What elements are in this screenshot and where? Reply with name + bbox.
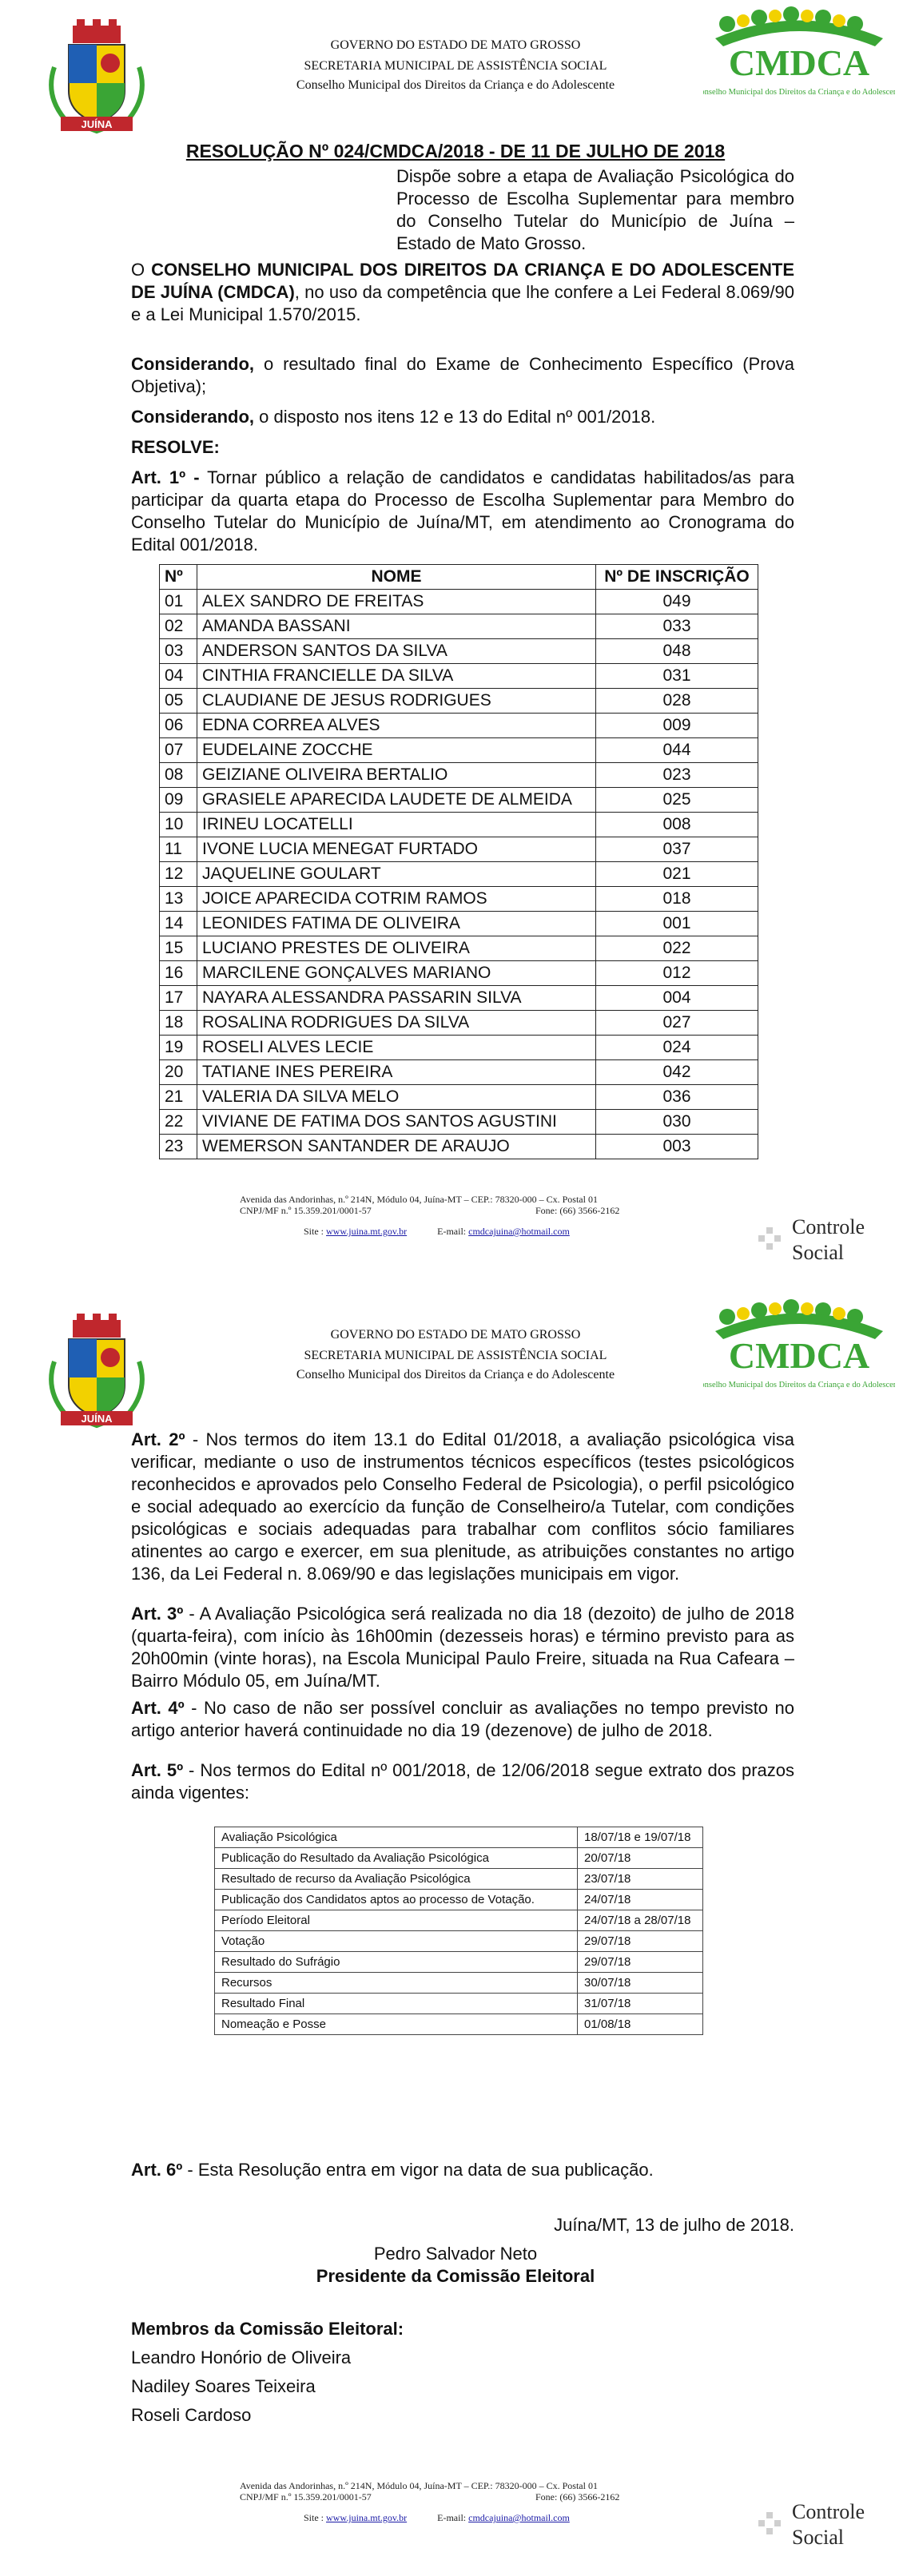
signer-name: Pedro Salvador Neto (373, 2244, 538, 2264)
schedule-row (215, 1952, 703, 1973)
candidate-number: 14 (160, 912, 197, 936)
member-3: Roseli Cardoso (131, 2405, 252, 2425)
table-row (160, 1135, 758, 1159)
candidate-registration: 037 (596, 837, 758, 862)
candidate-registration: 022 (596, 936, 758, 961)
candidate-name: VALERIA DA SILVA MELO (197, 1085, 596, 1110)
candidate-registration: 028 (596, 689, 758, 714)
candidate-registration: 025 (596, 788, 758, 813)
table-row (160, 1060, 758, 1085)
header-name: NOME (197, 565, 596, 590)
candidate-number: 19 (160, 1036, 197, 1060)
footer-email-link[interactable]: cmdcajuina@hotmail.com (468, 2512, 570, 2523)
table-row (160, 961, 758, 986)
schedule-stage: Publicação do Resultado da Avaliação Psicológica (215, 1848, 578, 1869)
gov-title-line2: SECRETARIA MUNICIPAL DE ASSISTÊNCIA SOCIAL (304, 59, 607, 73)
candidate-registration: 001 (596, 912, 758, 936)
schedule-row (215, 1827, 703, 1848)
schedule-date: 31/07/18 (578, 1994, 703, 2014)
schedule-stage: Resultado de recurso da Avaliação Psicológica (215, 1869, 578, 1890)
gov-title-line2: SECRETARIA MUNICIPAL DE ASSISTÊNCIA SOCIAL (304, 1349, 607, 1362)
footer-site-link[interactable]: www.juina.mt.gov.br (326, 1226, 408, 1237)
footer-address: Avenida das Andorinhas, n.º 214N, Módulo 04, Juína-MT – CEP.: 78320-000 – Cx. Postal 01 (240, 1194, 598, 1205)
signer-role: Presidente da Comissão Eleitoral (316, 2266, 595, 2286)
candidate-name: CLAUDIANE DE JESUS RODRIGUES (197, 689, 596, 714)
svg-text:JUÍNA: JUÍNA (81, 118, 113, 130)
candidate-number: 15 (160, 936, 197, 961)
municipal-crest-icon (37, 1314, 157, 1433)
considerando-2: Considerando, o disposto nos itens 12 e 13 do Edital nº 001/2018. (131, 407, 656, 427)
resolve-heading: RESOLVE: (131, 437, 220, 457)
table-row (160, 887, 758, 912)
svg-text:CMDCA: CMDCA (728, 42, 870, 83)
candidate-name: JOICE APARECIDA COTRIM RAMOS (197, 887, 596, 912)
gov-title-line1: GOVERNO DO ESTADO DE MATO GROSSO (330, 1328, 581, 1342)
candidate-number: 16 (160, 961, 197, 986)
svg-text:Conselho Municipal dos Direito: Conselho Municipal dos Direitos da Criança e do Adolescente (703, 88, 895, 97)
table-row (160, 788, 758, 813)
schedule-date: 29/07/18 (578, 1952, 703, 1973)
candidate-name: ROSELI ALVES LECIE (197, 1036, 596, 1060)
resolution-title: RESOLUÇÃO Nº 024/CMDCA/2018 - DE 11 DE JULHO DE 2018 (185, 141, 726, 161)
controle-social-icon (755, 2509, 787, 2541)
candidate-registration: 008 (596, 813, 758, 837)
member-2: Nadiley Soares Teixeira (131, 2376, 316, 2396)
candidate-name: LUCIANO PRESTES DE OLIVEIRA (197, 936, 596, 961)
svg-text:Conselho Municipal dos Direito: Conselho Municipal dos Direitos da Criança e do Adolescente (703, 1381, 895, 1389)
footer-cnpj: CNPJ/MF n.º 15.359.201/0001-57 (240, 1205, 372, 1216)
candidate-name: MARCILENE GONÇALVES MARIANO (197, 961, 596, 986)
candidate-name: GEIZIANE OLIVEIRA BERTALIO (197, 763, 596, 788)
candidate-number: 23 (160, 1135, 197, 1159)
candidate-name: GRASIELE APARECIDA LAUDETE DE ALMEIDA (197, 788, 596, 813)
footer-cnpj: CNPJ/MF n.º 15.359.201/0001-57 (240, 2491, 372, 2502)
candidate-name: AMANDA BASSANI (197, 614, 596, 639)
candidate-registration: 021 (596, 862, 758, 887)
candidate-name: WEMERSON SANTANDER DE ARAUJO (197, 1135, 596, 1159)
article-1: Art. 1º - Tornar público a relação de candidatos e candidatas habilitados/as para participar da quarta etapa do Processo de Escolha Suplementar para Membro do Conselho Tutelar do Município de Juína/MT, em atendimento ao Cronograma do Edital 001/2018. (131, 467, 794, 555)
candidate-name: ANDERSON SANTOS DA SILVA (197, 639, 596, 664)
schedule-row (215, 1931, 703, 1952)
candidate-name: VIVIANE DE FATIMA DOS SANTOS AGUSTINI (197, 1110, 596, 1135)
table-row (160, 664, 758, 689)
city-date: Juína/MT, 13 de julho de 2018. (554, 2215, 794, 2235)
candidate-number: 06 (160, 714, 197, 738)
table-row (160, 986, 758, 1011)
schedule-date: 23/07/18 (578, 1869, 703, 1890)
intro-paragraph: O CONSELHO MUNICIPAL DOS DIREITOS DA CRIANÇA E DO ADOLESCENTE DE JUÍNA (CMDCA), no uso da competência que lhe confere a Lei Federal 8.069/90 e a Lei Municipal 1.570/2015. (131, 260, 794, 324)
schedule-row (215, 1973, 703, 1994)
footer-address: Avenida das Andorinhas, n.º 214N, Módulo 04, Juína-MT – CEP.: 78320-000 – Cx. Postal 01 (240, 2480, 598, 2491)
table-row (160, 813, 758, 837)
schedule-date: 18/07/18 e 19/07/18 (578, 1827, 703, 1848)
controle-social-logo: Controle Social (755, 1213, 883, 1277)
candidate-registration: 030 (596, 1110, 758, 1135)
schedule-date: 20/07/18 (578, 1848, 703, 1869)
footer-site-row: Site : www.juina.mt.gov.br E-mail: cmdcajuina@hotmail.com (304, 2512, 570, 2523)
header-number: Nº (160, 565, 197, 590)
candidate-registration: 004 (596, 986, 758, 1011)
schedule-row (215, 1994, 703, 2014)
candidate-registration: 027 (596, 1011, 758, 1036)
table-row (160, 1110, 758, 1135)
candidate-number: 12 (160, 862, 197, 887)
schedule-stage: Votação (215, 1931, 578, 1952)
candidates-table (159, 564, 758, 1159)
article-3: Art. 3º - A Avaliação Psicológica será realizada no dia 18 (dezoito) de julho de 2018 (quarta-feira), com início às 16h00min (dezesseis horas) e término previsto para as 20h00min (vinte horas), na Escola Municipal Paulo Freire, situada na Rua Cafeara – Bairro Módulo 05, em Juína/MT. (131, 1604, 794, 1691)
table-row (160, 689, 758, 714)
schedule-date: 30/07/18 (578, 1973, 703, 1994)
candidate-number: 18 (160, 1011, 197, 1036)
schedule-row (215, 1848, 703, 1869)
schedule-row (215, 1890, 703, 1910)
schedule-table (214, 1827, 703, 2035)
candidate-registration: 048 (596, 639, 758, 664)
candidate-number: 09 (160, 788, 197, 813)
schedule-stage: Recursos (215, 1973, 578, 1994)
gov-title-line3: Conselho Municipal dos Direitos da Criança e do Adolescente (296, 1368, 615, 1381)
candidate-name: NAYARA ALESSANDRA PASSARIN SILVA (197, 986, 596, 1011)
article-4: Art. 4º - No caso de não ser possível concluir as avaliações no tempo previsto no artigo anterior haverá continuidade no dia 19 (dezenove) de julho de 2018. (131, 1698, 794, 1740)
candidate-registration: 042 (596, 1060, 758, 1085)
candidate-name: IRINEU LOCATELLI (197, 813, 596, 837)
candidate-name: LEONIDES FATIMA DE OLIVEIRA (197, 912, 596, 936)
candidate-number: 13 (160, 887, 197, 912)
table-row (160, 714, 758, 738)
schedule-stage: Publicação dos Candidatos aptos ao processo de Votação. (215, 1890, 578, 1910)
candidate-name: EDNA CORREA ALVES (197, 714, 596, 738)
article-5: Art. 5º - Nos termos do Edital nº 001/2018, de 12/06/2018 segue extrato dos prazos ainda vigentes: (131, 1760, 794, 1803)
candidate-registration: 036 (596, 1085, 758, 1110)
schedule-row (215, 1869, 703, 1890)
footer-site-link[interactable]: www.juina.mt.gov.br (326, 2512, 408, 2523)
table-row (160, 639, 758, 664)
candidate-number: 21 (160, 1085, 197, 1110)
table-row (160, 614, 758, 639)
candidate-registration: 044 (596, 738, 758, 763)
schedule-stage: Avaliação Psicológica (215, 1827, 578, 1848)
schedule-stage: Resultado do Sufrágio (215, 1952, 578, 1973)
footer-email-link[interactable]: cmdcajuina@hotmail.com (468, 1226, 570, 1237)
schedule-stage: Resultado Final (215, 1994, 578, 2014)
controle-social-logo: Controle Social (755, 2498, 883, 2562)
svg-text:JUÍNA: JUÍNA (81, 1413, 113, 1425)
considerando-1: Considerando, o resultado final do Exame de Conhecimento Específico (Prova Objetiva); (131, 354, 794, 396)
article-2: Art. 2º - Nos termos do item 13.1 do Edital 01/2018, a avaliação psicológica visa verificar, mediante o uso de instrumentos técnicos específicos (testes psicológicos reconhecidos e aprovados pelo Conselho Federal de Psicologia), o perfil psicológico e social adequado ao exercício da função de Conselheiro/a Tutelar, com condições psicológicas e sociais adequadas para trabalhar com conflitos sócio familiares atinentes ao cargo e exercer, em sua plenitude, as atribuições constantes no artigo 136, da Lei Federal n. 8.069/90 e das legislações municipais em vigor. (131, 1429, 794, 1584)
header-registration: Nº DE INSCRIÇÃO (596, 565, 758, 590)
candidate-number: 20 (160, 1060, 197, 1085)
member-1: Leandro Honório de Oliveira (131, 2347, 352, 2367)
candidate-number: 04 (160, 664, 197, 689)
candidate-name: JAQUELINE GOULART (197, 862, 596, 887)
candidate-name: IVONE LUCIA MENEGAT FURTADO (197, 837, 596, 862)
table-header-row (160, 565, 758, 590)
candidate-name: CINTHIA FRANCIELLE DA SILVA (197, 664, 596, 689)
footer-site-row: Site : www.juina.mt.gov.br E-mail: cmdcajuina@hotmail.com (304, 1226, 570, 1237)
candidate-number: 07 (160, 738, 197, 763)
gov-title-line1: GOVERNO DO ESTADO DE MATO GROSSO (330, 38, 581, 52)
schedule-row (215, 1910, 703, 1931)
candidate-number: 11 (160, 837, 197, 862)
gov-title-line3: Conselho Municipal dos Direitos da Criança e do Adolescente (296, 78, 615, 92)
schedule-date: 24/07/18 (578, 1890, 703, 1910)
candidate-registration: 049 (596, 590, 758, 614)
controle-social-icon (755, 1224, 787, 1256)
table-row (160, 763, 758, 788)
cmdca-logo-icon (703, 6, 895, 101)
candidate-registration: 018 (596, 887, 758, 912)
candidate-registration: 023 (596, 763, 758, 788)
table-row (160, 1036, 758, 1060)
candidate-number: 22 (160, 1110, 197, 1135)
table-row (160, 936, 758, 961)
candidate-registration: 031 (596, 664, 758, 689)
schedule-date: 29/07/18 (578, 1931, 703, 1952)
table-row (160, 738, 758, 763)
municipal-crest-icon (37, 19, 157, 139)
candidate-name: TATIANE INES PEREIRA (197, 1060, 596, 1085)
table-row (160, 837, 758, 862)
candidate-registration: 009 (596, 714, 758, 738)
candidate-registration: 012 (596, 961, 758, 986)
table-row (160, 590, 758, 614)
schedule-date: 01/08/18 (578, 2014, 703, 2035)
footer-phone: Fone: (66) 3566-2162 (535, 2491, 620, 2502)
svg-text:CMDCA: CMDCA (728, 1335, 870, 1376)
candidate-number: 17 (160, 986, 197, 1011)
members-title: Membros da Comissão Eleitoral: (131, 2319, 404, 2339)
candidate-number: 05 (160, 689, 197, 714)
candidate-registration: 024 (596, 1036, 758, 1060)
candidate-name: ALEX SANDRO DE FREITAS (197, 590, 596, 614)
cmdca-logo-icon (703, 1299, 895, 1393)
candidate-number: 08 (160, 763, 197, 788)
article-6: Art. 6º - Esta Resolução entra em vigor na data de sua publicação. (131, 2160, 654, 2180)
candidate-name: ROSALINA RODRIGUES DA SILVA (197, 1011, 596, 1036)
resolution-abstract: Dispõe sobre a etapa de Avaliação Psicológica do Processo de Escolha Suplementar para membro do Conselho Tutelar do Município de Juína – Estado de Mato Grosso. (396, 166, 794, 253)
candidate-number: 03 (160, 639, 197, 664)
candidate-number: 10 (160, 813, 197, 837)
candidate-registration: 033 (596, 614, 758, 639)
schedule-stage: Período Eleitoral (215, 1910, 578, 1931)
schedule-date: 24/07/18 a 28/07/18 (578, 1910, 703, 1931)
schedule-stage: Nomeação e Posse (215, 2014, 578, 2035)
table-row (160, 862, 758, 887)
schedule-row (215, 2014, 703, 2035)
table-row (160, 1011, 758, 1036)
table-row (160, 912, 758, 936)
footer-phone: Fone: (66) 3566-2162 (535, 1205, 620, 1216)
candidate-registration: 003 (596, 1135, 758, 1159)
table-row (160, 1085, 758, 1110)
candidate-number: 02 (160, 614, 197, 639)
candidate-name: EUDELAINE ZOCCHE (197, 738, 596, 763)
candidate-number: 01 (160, 590, 197, 614)
